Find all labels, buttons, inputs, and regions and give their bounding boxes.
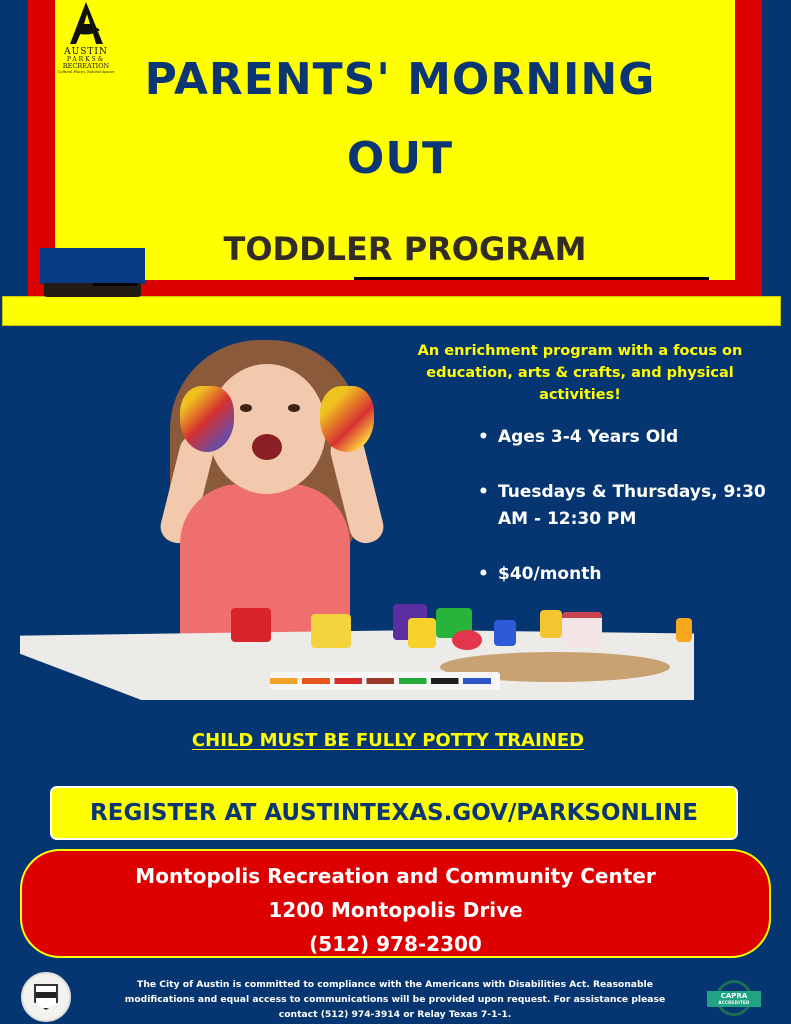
- program-description: An enrichment program with a focus on education, arts & crafts, and physical activities!: [417, 343, 743, 403]
- logo-line-austin: AUSTIN: [64, 47, 108, 57]
- page-title-line1: PARENTS' MORNING: [144, 54, 656, 105]
- detail-ages: • Ages 3-4 Years Old: [478, 424, 778, 451]
- register-link-banner[interactable]: [50, 786, 738, 840]
- detail-schedule: • Tuesdays & Thursdays, 9:30 AM - 12:30 PM: [478, 479, 778, 533]
- logo-tagline: Cultural Places, Natural Spaces: [57, 69, 115, 74]
- logo-line-recreation: RECREATION: [62, 62, 110, 70]
- painted-hand-right: [320, 386, 374, 452]
- location-name: Montopolis Recreation and Community Center: [135, 864, 656, 888]
- watercolor-tray: [270, 672, 500, 690]
- detail-price: • $40/month: [478, 561, 778, 588]
- potty-trained-requirement: CHILD MUST BE FULLY POTTY TRAINED: [191, 730, 585, 751]
- ada-compliance-notice: The City of Austin is committed to compliance with the Americans with Disabilities Act. Reasonable modifications and equal access to communications will be provided upon request. For assistance please contact (512) 974-3914 or Relay Texas 7-1-1.: [124, 979, 666, 1020]
- program-details-list: [478, 424, 778, 588]
- capra-accredited-badge-icon: [707, 980, 761, 1020]
- decorative-line: [93, 283, 137, 286]
- capra-sub-label: ACCREDITED: [718, 1000, 750, 1005]
- logo-line-parks: PARKS&: [66, 56, 106, 63]
- yellow-divider-bar: [2, 296, 781, 326]
- location-address: 1200 Montopolis Drive: [268, 898, 523, 922]
- register-label[interactable]: REGISTER AT AUSTINTEXAS.GOV/PARKSONLINE: [90, 800, 698, 826]
- location-phone: (512) 978-2300: [309, 932, 482, 956]
- capra-label: CAPRA: [720, 992, 748, 1000]
- location-info-box: [20, 849, 771, 958]
- painted-hand-left: [180, 386, 234, 452]
- city-of-austin-seal-icon: [21, 972, 71, 1022]
- decorative-navy-block: [40, 248, 145, 284]
- page-subtitle: TODDLER PROGRAM: [223, 230, 587, 268]
- decorative-underline: [354, 277, 709, 280]
- page-title-line2: OUT: [346, 133, 454, 184]
